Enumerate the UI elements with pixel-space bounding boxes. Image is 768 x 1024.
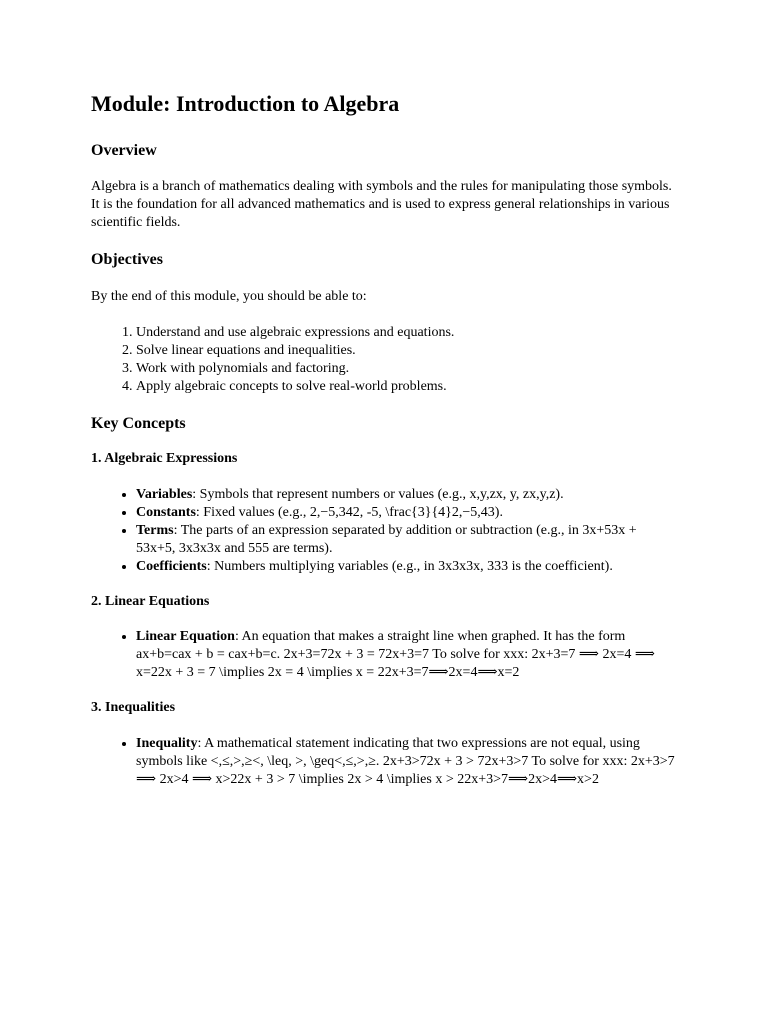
linear-equations-list	[91, 628, 678, 682]
term-description: : Symbols that represent numbers or values (e.g., x,y,zx, y, zx,y,z).	[192, 486, 564, 502]
overview-heading: Overview	[91, 142, 157, 160]
algebraic-expressions-list	[91, 486, 678, 576]
term-label: Coefficients	[136, 558, 207, 574]
key-concepts-heading: Key Concepts	[91, 414, 186, 432]
list-item	[136, 486, 678, 504]
term-label: Linear Equation	[136, 629, 235, 645]
list-item	[136, 735, 678, 789]
term-description: : Numbers multiplying variables (e.g., in 3x3x3x, 333 is the coefficient).	[206, 558, 613, 574]
objectives-intro: By the end of this module, you should be able to:	[91, 288, 367, 304]
page-title: Module: Introduction to Algebra	[91, 91, 400, 116]
linear-equations-heading: 2. Linear Equations	[91, 593, 210, 609]
term-description: : The parts of an expression separated by addition or subtraction (e.g., in 3x+53x + 53x+5, 3x3x3x and 555 are terms).	[136, 522, 637, 556]
term-description: : Fixed values (e.g., 2,−5,342, -5, \frac{3}{4}2,−5,43).	[195, 504, 503, 520]
inequalities-heading: 3. Inequalities	[91, 700, 176, 716]
term-description: : A mathematical statement indicating that two expressions are not equal, using symbols like <,≤,>,≥<, \leq, >, \geq<,≤,>,≥. 2x+3>72x + 3 > 72x+3>7 To solve for xxx: 2x+3>7 ⟹ 2x>4 ⟹ x>22x + 3 > 7 \implies 2x > 4 \implies x > 22x+3>7⟹2x>4⟹x>2	[136, 736, 675, 788]
objective-item: 3. Work with polynomials and factoring.	[136, 360, 678, 378]
term-label: Constants	[136, 504, 196, 520]
overview-text: Algebra is a branch of mathematics dealing with symbols and the rules for manipulating those symbols. It is the foundation for all advanced mathematics and is used to express general relationships in various scientific fields.	[91, 179, 672, 231]
objective-item: 2. Solve linear equations and inequalities.	[136, 342, 678, 360]
term-label: Variables	[136, 486, 193, 502]
objective-item: 4. Apply algebraic concepts to solve real-world problems.	[136, 378, 678, 396]
objective-item: 1. Understand and use algebraic expressions and equations.	[136, 324, 678, 342]
list-item	[136, 504, 678, 522]
list-item	[136, 628, 678, 682]
algebraic-expressions-heading: 1. Algebraic Expressions	[91, 450, 238, 466]
objectives-heading: Objectives	[91, 251, 163, 269]
inequalities-list	[91, 735, 678, 789]
list-item	[136, 522, 678, 558]
term-description: : An equation that makes a straight line when graphed. It has the form ax+b=cax + b = cax+b=c. 2x+3=72x + 3 = 72x+3=7 To solve for xxx: 2x+3=7 ⟹ 2x=4 ⟹ x=22x + 3 = 7 \implies 2x = 4 \implies x = 22x+3=7⟹2x=4⟹x=2	[136, 629, 655, 681]
term-label: Inequality	[136, 736, 198, 752]
term-label: Terms	[136, 522, 174, 538]
objectives-list	[91, 324, 678, 396]
list-item	[136, 558, 678, 576]
